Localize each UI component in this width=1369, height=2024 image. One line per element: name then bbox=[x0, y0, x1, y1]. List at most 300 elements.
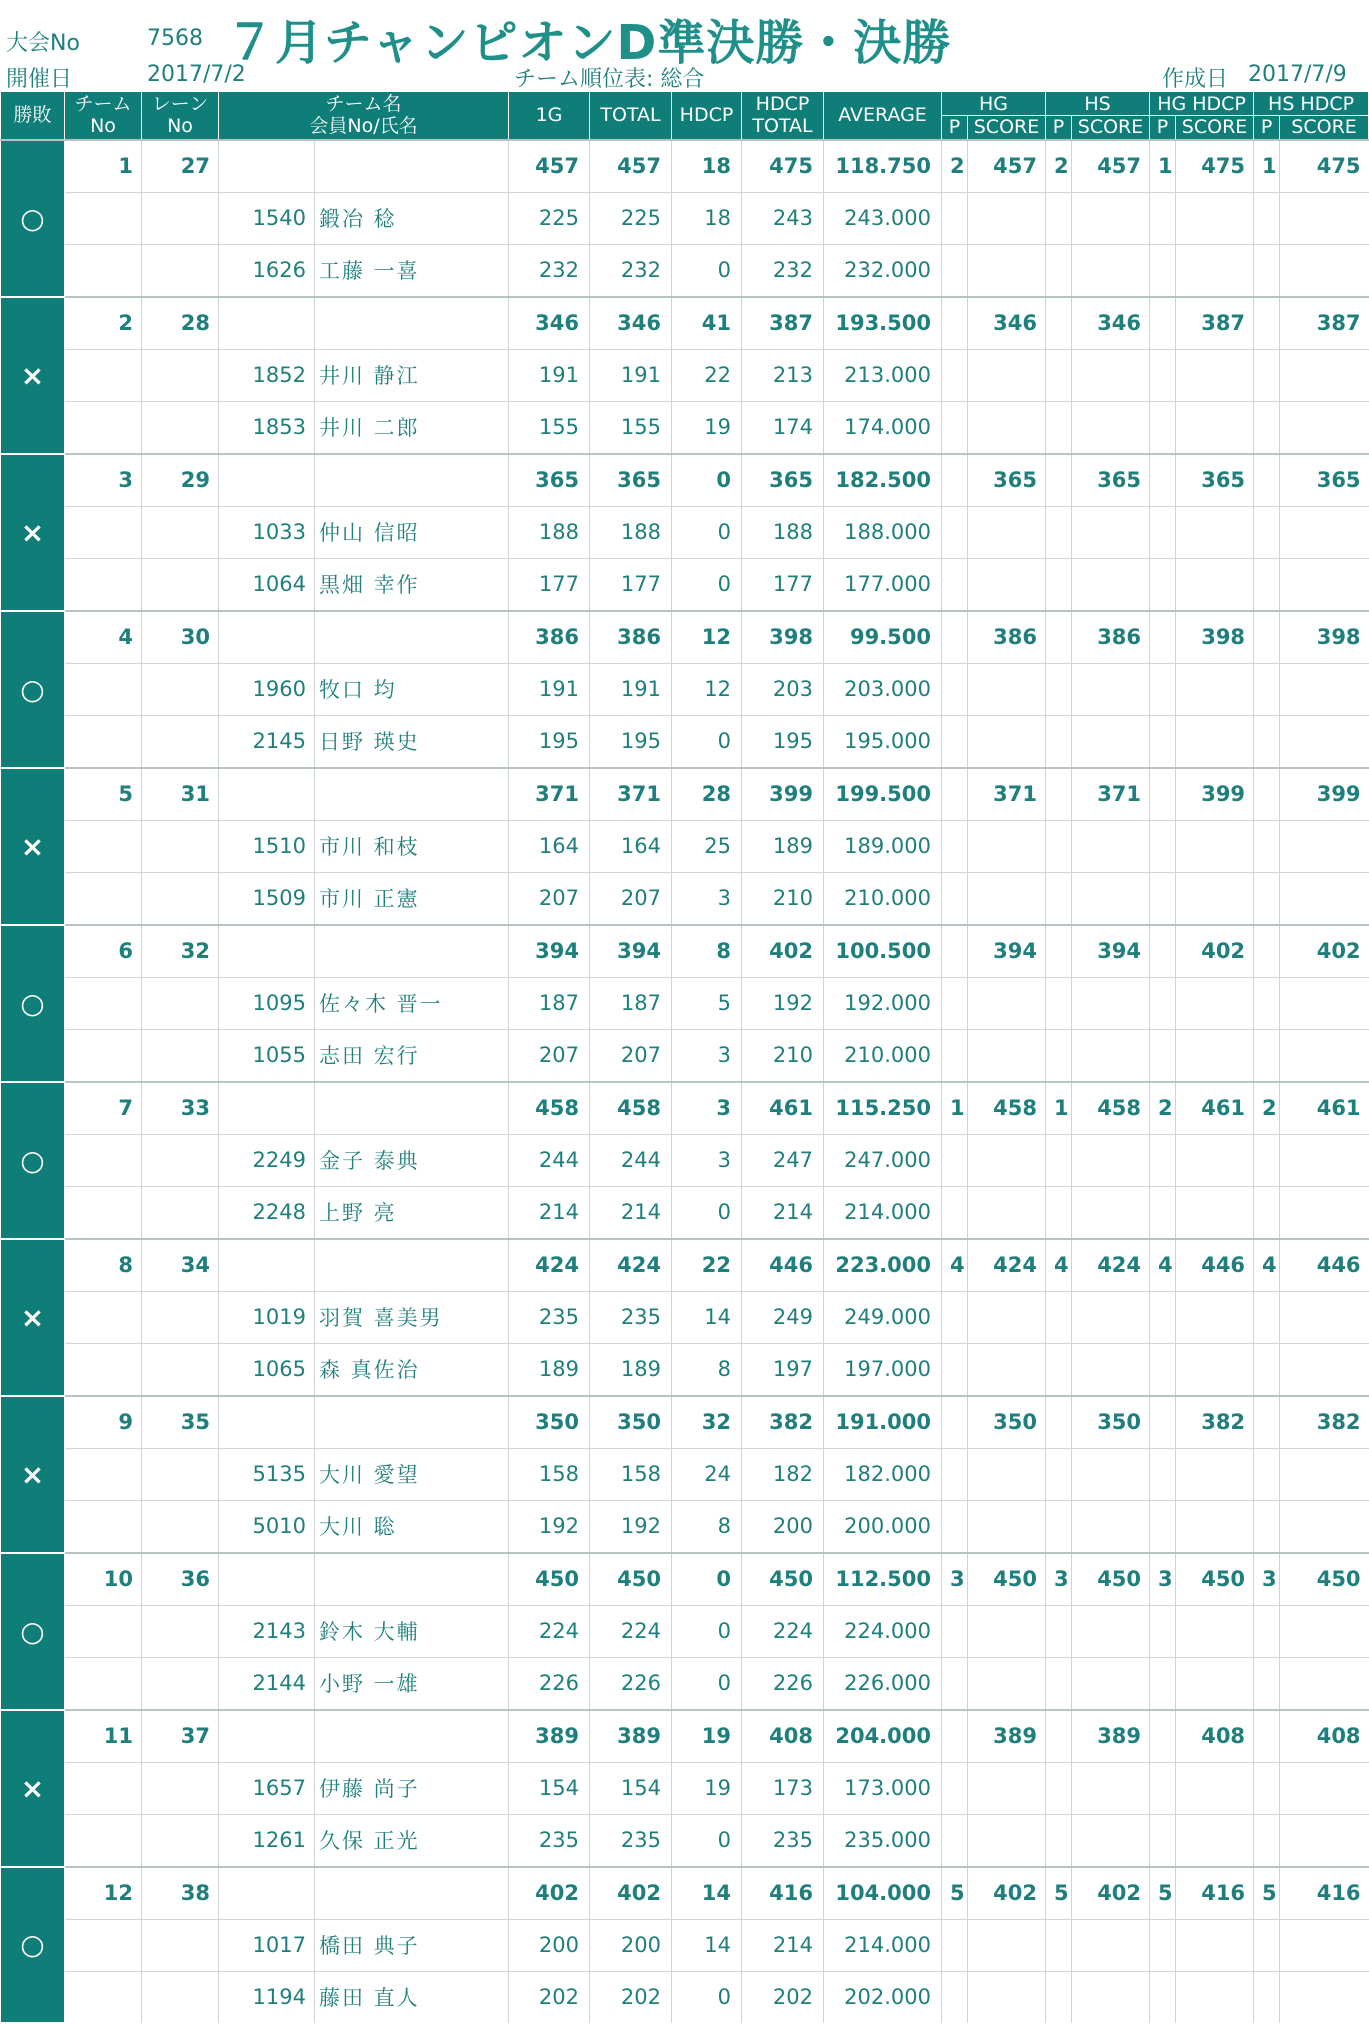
empty-cell bbox=[1046, 872, 1072, 925]
team-no: 1 bbox=[65, 140, 142, 193]
member-row bbox=[1, 715, 1369, 768]
team-1g: 386 bbox=[509, 611, 590, 664]
empty-cell bbox=[1254, 1500, 1280, 1553]
empty-cell bbox=[1280, 1919, 1369, 1971]
empty-cell bbox=[1176, 1186, 1254, 1239]
team-no-empty bbox=[65, 1134, 142, 1186]
empty-cell bbox=[1176, 558, 1254, 611]
empty-cell bbox=[1254, 1814, 1280, 1867]
hs-score: 402 bbox=[1072, 1867, 1150, 1920]
member-average: 192.000 bbox=[824, 977, 942, 1029]
empty-cell bbox=[1176, 1500, 1254, 1553]
lane-no-empty bbox=[142, 1343, 219, 1396]
team-hdcp: 19 bbox=[672, 1710, 742, 1763]
empty-cell bbox=[1280, 1291, 1369, 1343]
empty-cell bbox=[1072, 192, 1150, 244]
empty-cell bbox=[1046, 1029, 1072, 1082]
member-1g: 191 bbox=[509, 349, 590, 401]
hs-score: 389 bbox=[1072, 1710, 1150, 1763]
empty-cell bbox=[1176, 1343, 1254, 1396]
member-1g: 189 bbox=[509, 1343, 590, 1396]
empty-cell bbox=[1280, 506, 1369, 558]
member-name-empty bbox=[315, 1867, 509, 1920]
member-1g: 226 bbox=[509, 1657, 590, 1710]
empty-cell bbox=[1072, 1186, 1150, 1239]
team-no-empty bbox=[65, 1657, 142, 1710]
member-1g: 155 bbox=[509, 401, 590, 454]
col-team-no: チーム No bbox=[65, 92, 142, 140]
empty-cell bbox=[1176, 349, 1254, 401]
col-hgh-score: SCORE bbox=[1176, 116, 1254, 140]
member-name-empty bbox=[315, 140, 509, 193]
empty-cell bbox=[1072, 401, 1150, 454]
member-hdcp: 0 bbox=[672, 1186, 742, 1239]
empty-cell bbox=[1046, 977, 1072, 1029]
hg-hdcp-place bbox=[1150, 297, 1176, 350]
team-total: 402 bbox=[590, 1867, 672, 1920]
team-row bbox=[1, 1553, 1369, 1606]
lane-no-empty bbox=[142, 1134, 219, 1186]
empty-cell bbox=[1072, 349, 1150, 401]
member-no-empty bbox=[219, 1867, 315, 1920]
member-no: 2143 bbox=[219, 1605, 315, 1657]
member-name: 橋田 典子 bbox=[315, 1919, 509, 1971]
member-hdcp-total: 235 bbox=[742, 1814, 824, 1867]
member-row bbox=[1, 192, 1369, 244]
hs-hdcp-score: 446 bbox=[1280, 1239, 1369, 1292]
empty-cell bbox=[1150, 1919, 1176, 1971]
member-no: 1055 bbox=[219, 1029, 315, 1082]
empty-cell bbox=[968, 1500, 1046, 1553]
hg-score: 457 bbox=[968, 140, 1046, 193]
member-total: 235 bbox=[590, 1291, 672, 1343]
member-no: 1626 bbox=[219, 244, 315, 297]
team-row bbox=[1, 768, 1369, 821]
team-hdcp: 0 bbox=[672, 1553, 742, 1606]
team-no-empty bbox=[65, 872, 142, 925]
member-no-empty bbox=[219, 768, 315, 821]
hg-hdcp-place bbox=[1150, 1710, 1176, 1763]
empty-cell bbox=[1176, 244, 1254, 297]
empty-cell bbox=[1280, 715, 1369, 768]
member-hdcp: 8 bbox=[672, 1343, 742, 1396]
member-hdcp: 19 bbox=[672, 401, 742, 454]
member-hdcp-total: 243 bbox=[742, 192, 824, 244]
member-row bbox=[1, 401, 1369, 454]
hg-hdcp-score: 446 bbox=[1176, 1239, 1254, 1292]
empty-cell bbox=[1254, 244, 1280, 297]
member-no: 1194 bbox=[219, 1971, 315, 2023]
empty-cell bbox=[1280, 349, 1369, 401]
team-average: 199.500 bbox=[824, 768, 942, 821]
empty-cell bbox=[1176, 715, 1254, 768]
empty-cell bbox=[1150, 1971, 1176, 2023]
hg-place: 4 bbox=[942, 1239, 968, 1292]
hg-score: 386 bbox=[968, 611, 1046, 664]
result-badge: × bbox=[1, 454, 65, 611]
member-no: 2248 bbox=[219, 1186, 315, 1239]
empty-cell bbox=[968, 1919, 1046, 1971]
member-hdcp: 3 bbox=[672, 1029, 742, 1082]
empty-cell bbox=[942, 244, 968, 297]
team-average: 223.000 bbox=[824, 1239, 942, 1292]
hg-score: 365 bbox=[968, 454, 1046, 507]
hg-hdcp-place bbox=[1150, 925, 1176, 978]
hs-hdcp-score: 475 bbox=[1280, 140, 1369, 193]
member-hdcp: 25 bbox=[672, 820, 742, 872]
team-average: 193.500 bbox=[824, 297, 942, 350]
result-badge: ○ bbox=[1, 1082, 65, 1239]
hg-place: 3 bbox=[942, 1553, 968, 1606]
empty-cell bbox=[1046, 663, 1072, 715]
member-1g: 225 bbox=[509, 192, 590, 244]
member-total: 226 bbox=[590, 1657, 672, 1710]
lane-no-empty bbox=[142, 872, 219, 925]
member-hdcp: 14 bbox=[672, 1919, 742, 1971]
member-total: 200 bbox=[590, 1919, 672, 1971]
member-total: 189 bbox=[590, 1343, 672, 1396]
member-average: 173.000 bbox=[824, 1762, 942, 1814]
team-hdcp-total: 416 bbox=[742, 1867, 824, 1920]
member-row bbox=[1, 1814, 1369, 1867]
lane-no: 30 bbox=[142, 611, 219, 664]
empty-cell bbox=[1254, 1605, 1280, 1657]
team-row bbox=[1, 611, 1369, 664]
empty-cell bbox=[942, 401, 968, 454]
hg-place: 2 bbox=[942, 140, 968, 193]
member-row bbox=[1, 977, 1369, 1029]
empty-cell bbox=[1072, 977, 1150, 1029]
member-average: 188.000 bbox=[824, 506, 942, 558]
team-row bbox=[1, 1867, 1369, 1920]
member-row bbox=[1, 872, 1369, 925]
result-badge: ○ bbox=[1, 925, 65, 1082]
team-row bbox=[1, 454, 1369, 507]
member-hdcp: 0 bbox=[672, 506, 742, 558]
member-total: 154 bbox=[590, 1762, 672, 1814]
member-no: 1261 bbox=[219, 1814, 315, 1867]
hs-place: 4 bbox=[1046, 1239, 1072, 1292]
empty-cell bbox=[1150, 663, 1176, 715]
empty-cell bbox=[1176, 1971, 1254, 2023]
hg-hdcp-place bbox=[1150, 454, 1176, 507]
hs-score: 350 bbox=[1072, 1396, 1150, 1449]
empty-cell bbox=[1254, 1291, 1280, 1343]
hg-place bbox=[942, 768, 968, 821]
member-no-empty bbox=[219, 611, 315, 664]
member-hdcp-total: 174 bbox=[742, 401, 824, 454]
col-average: AVERAGE bbox=[824, 92, 942, 140]
member-hdcp: 24 bbox=[672, 1448, 742, 1500]
empty-cell bbox=[1072, 1500, 1150, 1553]
empty-cell bbox=[968, 506, 1046, 558]
col-hs-score: SCORE bbox=[1072, 116, 1150, 140]
empty-cell bbox=[942, 1762, 968, 1814]
member-total: 207 bbox=[590, 872, 672, 925]
hg-hdcp-score: 408 bbox=[1176, 1710, 1254, 1763]
empty-cell bbox=[1176, 1448, 1254, 1500]
empty-cell bbox=[1046, 401, 1072, 454]
result-badge: ○ bbox=[1, 140, 65, 297]
team-1g: 424 bbox=[509, 1239, 590, 1292]
empty-cell bbox=[942, 715, 968, 768]
member-1g: 235 bbox=[509, 1814, 590, 1867]
member-row bbox=[1, 244, 1369, 297]
member-average: 197.000 bbox=[824, 1343, 942, 1396]
lane-no: 27 bbox=[142, 140, 219, 193]
empty-cell bbox=[1254, 192, 1280, 244]
empty-cell bbox=[1280, 244, 1369, 297]
member-row bbox=[1, 1448, 1369, 1500]
empty-cell bbox=[1150, 1029, 1176, 1082]
team-1g: 402 bbox=[509, 1867, 590, 1920]
member-average: 214.000 bbox=[824, 1186, 942, 1239]
hs-score: 457 bbox=[1072, 140, 1150, 193]
empty-cell bbox=[942, 349, 968, 401]
member-total: 224 bbox=[590, 1605, 672, 1657]
empty-cell bbox=[968, 1448, 1046, 1500]
hg-hdcp-place: 4 bbox=[1150, 1239, 1176, 1292]
empty-cell bbox=[968, 244, 1046, 297]
member-hdcp-total: 203 bbox=[742, 663, 824, 715]
col-hdcp: HDCP bbox=[672, 92, 742, 140]
member-total: 232 bbox=[590, 244, 672, 297]
member-name: 伊藤 尚子 bbox=[315, 1762, 509, 1814]
member-1g: 224 bbox=[509, 1605, 590, 1657]
team-1g: 394 bbox=[509, 925, 590, 978]
hs-place: 5 bbox=[1046, 1867, 1072, 1920]
empty-cell bbox=[1176, 1657, 1254, 1710]
member-no: 1017 bbox=[219, 1919, 315, 1971]
member-row bbox=[1, 1343, 1369, 1396]
hg-place: 1 bbox=[942, 1082, 968, 1135]
member-no-empty bbox=[219, 297, 315, 350]
member-name-empty bbox=[315, 1239, 509, 1292]
hg-hdcp-score: 402 bbox=[1176, 925, 1254, 978]
member-1g: 188 bbox=[509, 506, 590, 558]
empty-cell bbox=[1072, 1919, 1150, 1971]
empty-cell bbox=[1254, 1657, 1280, 1710]
empty-cell bbox=[1150, 872, 1176, 925]
team-total: 450 bbox=[590, 1553, 672, 1606]
member-no: 1065 bbox=[219, 1343, 315, 1396]
member-average: 177.000 bbox=[824, 558, 942, 611]
empty-cell bbox=[1046, 1448, 1072, 1500]
member-row bbox=[1, 1291, 1369, 1343]
member-1g: 164 bbox=[509, 820, 590, 872]
member-no-empty bbox=[219, 925, 315, 978]
empty-cell bbox=[942, 1657, 968, 1710]
hs-hdcp-place: 1 bbox=[1254, 140, 1280, 193]
member-name: 金子 泰典 bbox=[315, 1134, 509, 1186]
lane-no-empty bbox=[142, 1186, 219, 1239]
member-row bbox=[1, 349, 1369, 401]
member-no-empty bbox=[219, 1239, 315, 1292]
member-1g: 192 bbox=[509, 1500, 590, 1553]
empty-cell bbox=[1254, 820, 1280, 872]
empty-cell bbox=[1046, 558, 1072, 611]
empty-cell bbox=[968, 558, 1046, 611]
empty-cell bbox=[942, 1500, 968, 1553]
empty-cell bbox=[968, 820, 1046, 872]
hg-place bbox=[942, 925, 968, 978]
empty-cell bbox=[1150, 1343, 1176, 1396]
member-total: 187 bbox=[590, 977, 672, 1029]
lane-no: 37 bbox=[142, 1710, 219, 1763]
team-no: 2 bbox=[65, 297, 142, 350]
member-name: 藤田 直人 bbox=[315, 1971, 509, 2023]
hs-place bbox=[1046, 611, 1072, 664]
empty-cell bbox=[1280, 1971, 1369, 2023]
team-1g: 350 bbox=[509, 1396, 590, 1449]
member-name: 久保 正光 bbox=[315, 1814, 509, 1867]
hs-hdcp-place bbox=[1254, 611, 1280, 664]
member-hdcp-total: 247 bbox=[742, 1134, 824, 1186]
empty-cell bbox=[968, 872, 1046, 925]
empty-cell bbox=[942, 1186, 968, 1239]
lane-no-empty bbox=[142, 1500, 219, 1553]
team-no: 7 bbox=[65, 1082, 142, 1135]
member-1g: 207 bbox=[509, 872, 590, 925]
team-average: 182.500 bbox=[824, 454, 942, 507]
member-average: 224.000 bbox=[824, 1605, 942, 1657]
hg-hdcp-score: 398 bbox=[1176, 611, 1254, 664]
member-name: 市川 和枝 bbox=[315, 820, 509, 872]
hg-hdcp-score: 382 bbox=[1176, 1396, 1254, 1449]
member-name-empty bbox=[315, 611, 509, 664]
empty-cell bbox=[1176, 192, 1254, 244]
member-total: 158 bbox=[590, 1448, 672, 1500]
member-no-empty bbox=[219, 1082, 315, 1135]
member-1g: 177 bbox=[509, 558, 590, 611]
team-total: 389 bbox=[590, 1710, 672, 1763]
member-hdcp-total: 195 bbox=[742, 715, 824, 768]
empty-cell bbox=[1254, 715, 1280, 768]
team-hdcp-total: 387 bbox=[742, 297, 824, 350]
hs-place: 1 bbox=[1046, 1082, 1072, 1135]
team-no-empty bbox=[65, 192, 142, 244]
empty-cell bbox=[1176, 1919, 1254, 1971]
member-1g: 232 bbox=[509, 244, 590, 297]
empty-cell bbox=[1254, 1971, 1280, 2023]
hg-place bbox=[942, 297, 968, 350]
col-hs-hdcp: HS HDCP bbox=[1254, 92, 1369, 116]
team-no-empty bbox=[65, 1971, 142, 2023]
empty-cell bbox=[1072, 872, 1150, 925]
empty-cell bbox=[1150, 1134, 1176, 1186]
empty-cell bbox=[1150, 244, 1176, 297]
member-no-empty bbox=[219, 140, 315, 193]
empty-cell bbox=[942, 192, 968, 244]
team-no: 8 bbox=[65, 1239, 142, 1292]
member-name: 市川 正憲 bbox=[315, 872, 509, 925]
lane-no-empty bbox=[142, 715, 219, 768]
result-badge: ○ bbox=[1, 611, 65, 768]
empty-cell bbox=[942, 1814, 968, 1867]
empty-cell bbox=[942, 820, 968, 872]
team-average: 104.000 bbox=[824, 1867, 942, 1920]
result-badge: × bbox=[1, 297, 65, 454]
member-hdcp: 8 bbox=[672, 1500, 742, 1553]
empty-cell bbox=[1254, 401, 1280, 454]
empty-cell bbox=[1150, 558, 1176, 611]
empty-cell bbox=[1072, 1762, 1150, 1814]
member-1g: 244 bbox=[509, 1134, 590, 1186]
empty-cell bbox=[968, 192, 1046, 244]
team-hdcp-total: 365 bbox=[742, 454, 824, 507]
empty-cell bbox=[1072, 820, 1150, 872]
member-average: 249.000 bbox=[824, 1291, 942, 1343]
empty-cell bbox=[942, 1971, 968, 2023]
result-badge: ○ bbox=[1, 1553, 65, 1710]
member-average: 243.000 bbox=[824, 192, 942, 244]
empty-cell bbox=[942, 1029, 968, 1082]
col-hs-p: P bbox=[1046, 116, 1072, 140]
member-no: 1540 bbox=[219, 192, 315, 244]
member-name: 日野 瑛史 bbox=[315, 715, 509, 768]
hs-hdcp-place bbox=[1254, 768, 1280, 821]
team-average: 99.500 bbox=[824, 611, 942, 664]
member-name: 井川 静江 bbox=[315, 349, 509, 401]
team-no-empty bbox=[65, 1448, 142, 1500]
lane-no: 35 bbox=[142, 1396, 219, 1449]
lane-no-empty bbox=[142, 1657, 219, 1710]
team-hdcp-total: 461 bbox=[742, 1082, 824, 1135]
member-1g: 195 bbox=[509, 715, 590, 768]
hg-score: 402 bbox=[968, 1867, 1046, 1920]
team-hdcp-total: 402 bbox=[742, 925, 824, 978]
member-average: 174.000 bbox=[824, 401, 942, 454]
hs-place bbox=[1046, 1710, 1072, 1763]
hs-hdcp-score: 402 bbox=[1280, 925, 1369, 978]
empty-cell bbox=[1280, 1343, 1369, 1396]
empty-cell bbox=[968, 349, 1046, 401]
empty-cell bbox=[1280, 872, 1369, 925]
member-hdcp-total: 210 bbox=[742, 872, 824, 925]
lane-no-empty bbox=[142, 192, 219, 244]
team-no-empty bbox=[65, 1291, 142, 1343]
report-header-bottom bbox=[0, 62, 1356, 90]
hg-place bbox=[942, 454, 968, 507]
lane-no-empty bbox=[142, 1605, 219, 1657]
team-hdcp-total: 382 bbox=[742, 1396, 824, 1449]
empty-cell bbox=[1046, 715, 1072, 768]
member-hdcp-total: 192 bbox=[742, 977, 824, 1029]
lane-no: 28 bbox=[142, 297, 219, 350]
empty-cell bbox=[1150, 1657, 1176, 1710]
team-total: 350 bbox=[590, 1396, 672, 1449]
empty-cell bbox=[1254, 1762, 1280, 1814]
hg-hdcp-place: 3 bbox=[1150, 1553, 1176, 1606]
empty-cell bbox=[1046, 506, 1072, 558]
empty-cell bbox=[968, 1971, 1046, 2023]
hs-hdcp-place bbox=[1254, 925, 1280, 978]
empty-cell bbox=[1046, 349, 1072, 401]
hs-hdcp-place bbox=[1254, 454, 1280, 507]
team-1g: 365 bbox=[509, 454, 590, 507]
hg-score: 350 bbox=[968, 1396, 1046, 1449]
lane-no-empty bbox=[142, 663, 219, 715]
empty-cell bbox=[1072, 663, 1150, 715]
empty-cell bbox=[1072, 1343, 1150, 1396]
member-average: 210.000 bbox=[824, 1029, 942, 1082]
col-hg-hdcp: HG HDCP bbox=[1150, 92, 1254, 116]
empty-cell bbox=[968, 401, 1046, 454]
empty-cell bbox=[1150, 192, 1176, 244]
team-average: 100.500 bbox=[824, 925, 942, 978]
hs-hdcp-place: 4 bbox=[1254, 1239, 1280, 1292]
empty-cell bbox=[968, 1029, 1046, 1082]
